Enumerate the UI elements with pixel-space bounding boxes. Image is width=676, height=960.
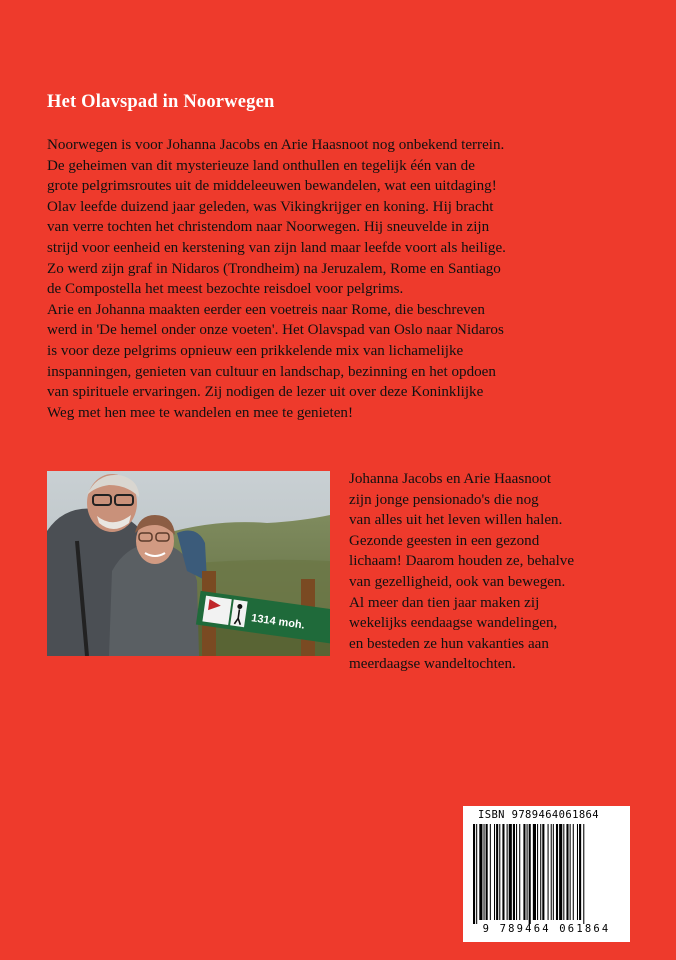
barcode-bars	[473, 824, 620, 924]
barcode-bar	[516, 824, 517, 920]
bio-line: meerdaagse wandeltochten.	[349, 656, 516, 673]
barcode-bar	[537, 824, 538, 920]
book-blurb	[47, 135, 647, 423]
bio-line: en besteden ze hun vakanties aan	[349, 635, 549, 652]
bio-line: Johanna Jacobs en Arie Haasnoot	[349, 471, 552, 487]
barcode-bar	[566, 824, 568, 920]
blurb-line: De geheimen van dit mysterieuze land onthullen en tegelijk één van de	[47, 157, 475, 174]
barcode-bar	[553, 824, 554, 920]
blurb-line: van verre tochten het christendom naar Noorwegen. Hij sneuvelde in zijn	[47, 219, 490, 236]
barcode-bar	[583, 824, 584, 924]
barcode-bar	[570, 824, 571, 920]
barcode-bar	[559, 824, 562, 920]
barcode-bar	[473, 824, 475, 924]
barcode-bar	[579, 824, 581, 920]
isbn-label: ISBN 9789464061864	[478, 809, 599, 821]
blurb-line: de Compostella het meest bezochte reisdoel voor pelgrims.	[47, 281, 404, 298]
barcode-bar	[540, 824, 541, 920]
author-photo	[47, 471, 330, 656]
blurb-line: Zo werd zijn graf in Nidaros (Trondheim) na Jeruzalem, Rome en Santiago	[47, 260, 501, 277]
barcode-bar	[479, 824, 482, 920]
barcode-bar	[577, 824, 578, 920]
barcode-bar	[502, 824, 504, 920]
blurb-line: van spirituele ervaringen. Zij nodigen de lezer uit over deze Koninklijke	[47, 384, 484, 401]
bio-line: wekelijks eendaagse wandelingen,	[349, 615, 558, 632]
blurb-line: Arie en Johanna maakten eerder een voetreis naar Rome, die beschreven	[47, 301, 485, 318]
barcode-bar	[563, 824, 564, 920]
blurb-line: inspanningen, genieten van cultuur en landschap, bezinning en het opdoen	[47, 363, 496, 380]
bio-line: zijn jonge pensionado's die nog	[349, 491, 539, 508]
isbn-barcode	[463, 806, 630, 942]
back-cover-title: Het Olavspad in Noorwegen	[47, 92, 275, 112]
barcode-bar	[527, 824, 528, 920]
barcode-bar	[551, 824, 552, 920]
blurb-line: Weg met hen mee te wandelen en mee te genieten!	[47, 404, 353, 421]
blurb-line: strijd voor eenheid en kerstening van zijn land maar leefde voort als heilige.	[47, 239, 506, 256]
barcode-bar	[513, 824, 515, 920]
bio-line: lichaam! Daarom houden ze, behalve	[349, 553, 575, 570]
barcode-bar	[523, 824, 525, 920]
barcode-bar	[548, 824, 549, 920]
bio-line: Gezonde geesten in een gezond	[349, 532, 540, 549]
isbn-digits: 9 789464 061864	[482, 923, 611, 935]
author-bio	[349, 469, 649, 675]
barcode-bar	[529, 824, 531, 924]
bio-line: van alles uit het leven willen halen.	[349, 512, 563, 529]
barcode-bar	[519, 824, 520, 920]
barcode-bar	[486, 824, 488, 920]
barcode-bar	[542, 824, 544, 920]
barcode-bar	[573, 824, 574, 920]
blurb-line: Olav leefde duizend jaar geleden, was Vikingkrijger en koning. Hij bracht	[47, 198, 494, 215]
barcode-bar	[533, 824, 536, 920]
barcode-bar	[476, 824, 477, 924]
blurb-line: is voor deze pelgrims opnieuw een prikkelende mix van lichamelijke	[47, 342, 464, 359]
blurb-line: werd in 'De hemel onder onze voeten'. Het Olavspad van Oslo naar Nidaros	[47, 322, 504, 339]
barcode-bar	[490, 824, 491, 920]
bio-line: Al meer dan tien jaar maken zij	[349, 594, 540, 611]
barcode-bar	[494, 824, 495, 920]
sign-text: 1314 moh.	[250, 612, 306, 632]
author-photo-illustration	[47, 471, 330, 656]
barcode-bar	[509, 824, 512, 920]
barcode-bar	[556, 824, 558, 920]
barcode-bar	[496, 824, 498, 920]
barcode-bar	[499, 824, 500, 920]
blurb-line: grote pelgrimsroutes uit de middeleeuwen bewandelen, wat een uitdaging!	[47, 178, 497, 195]
barcode-bar	[507, 824, 508, 920]
barcode-bar	[484, 824, 485, 920]
bio-line: van gezelligheid, ook van bewegen.	[349, 573, 566, 590]
blurb-line: Noorwegen is voor Johanna Jacobs en Arie Haasnoot nog onbekend terrein.	[47, 137, 505, 153]
